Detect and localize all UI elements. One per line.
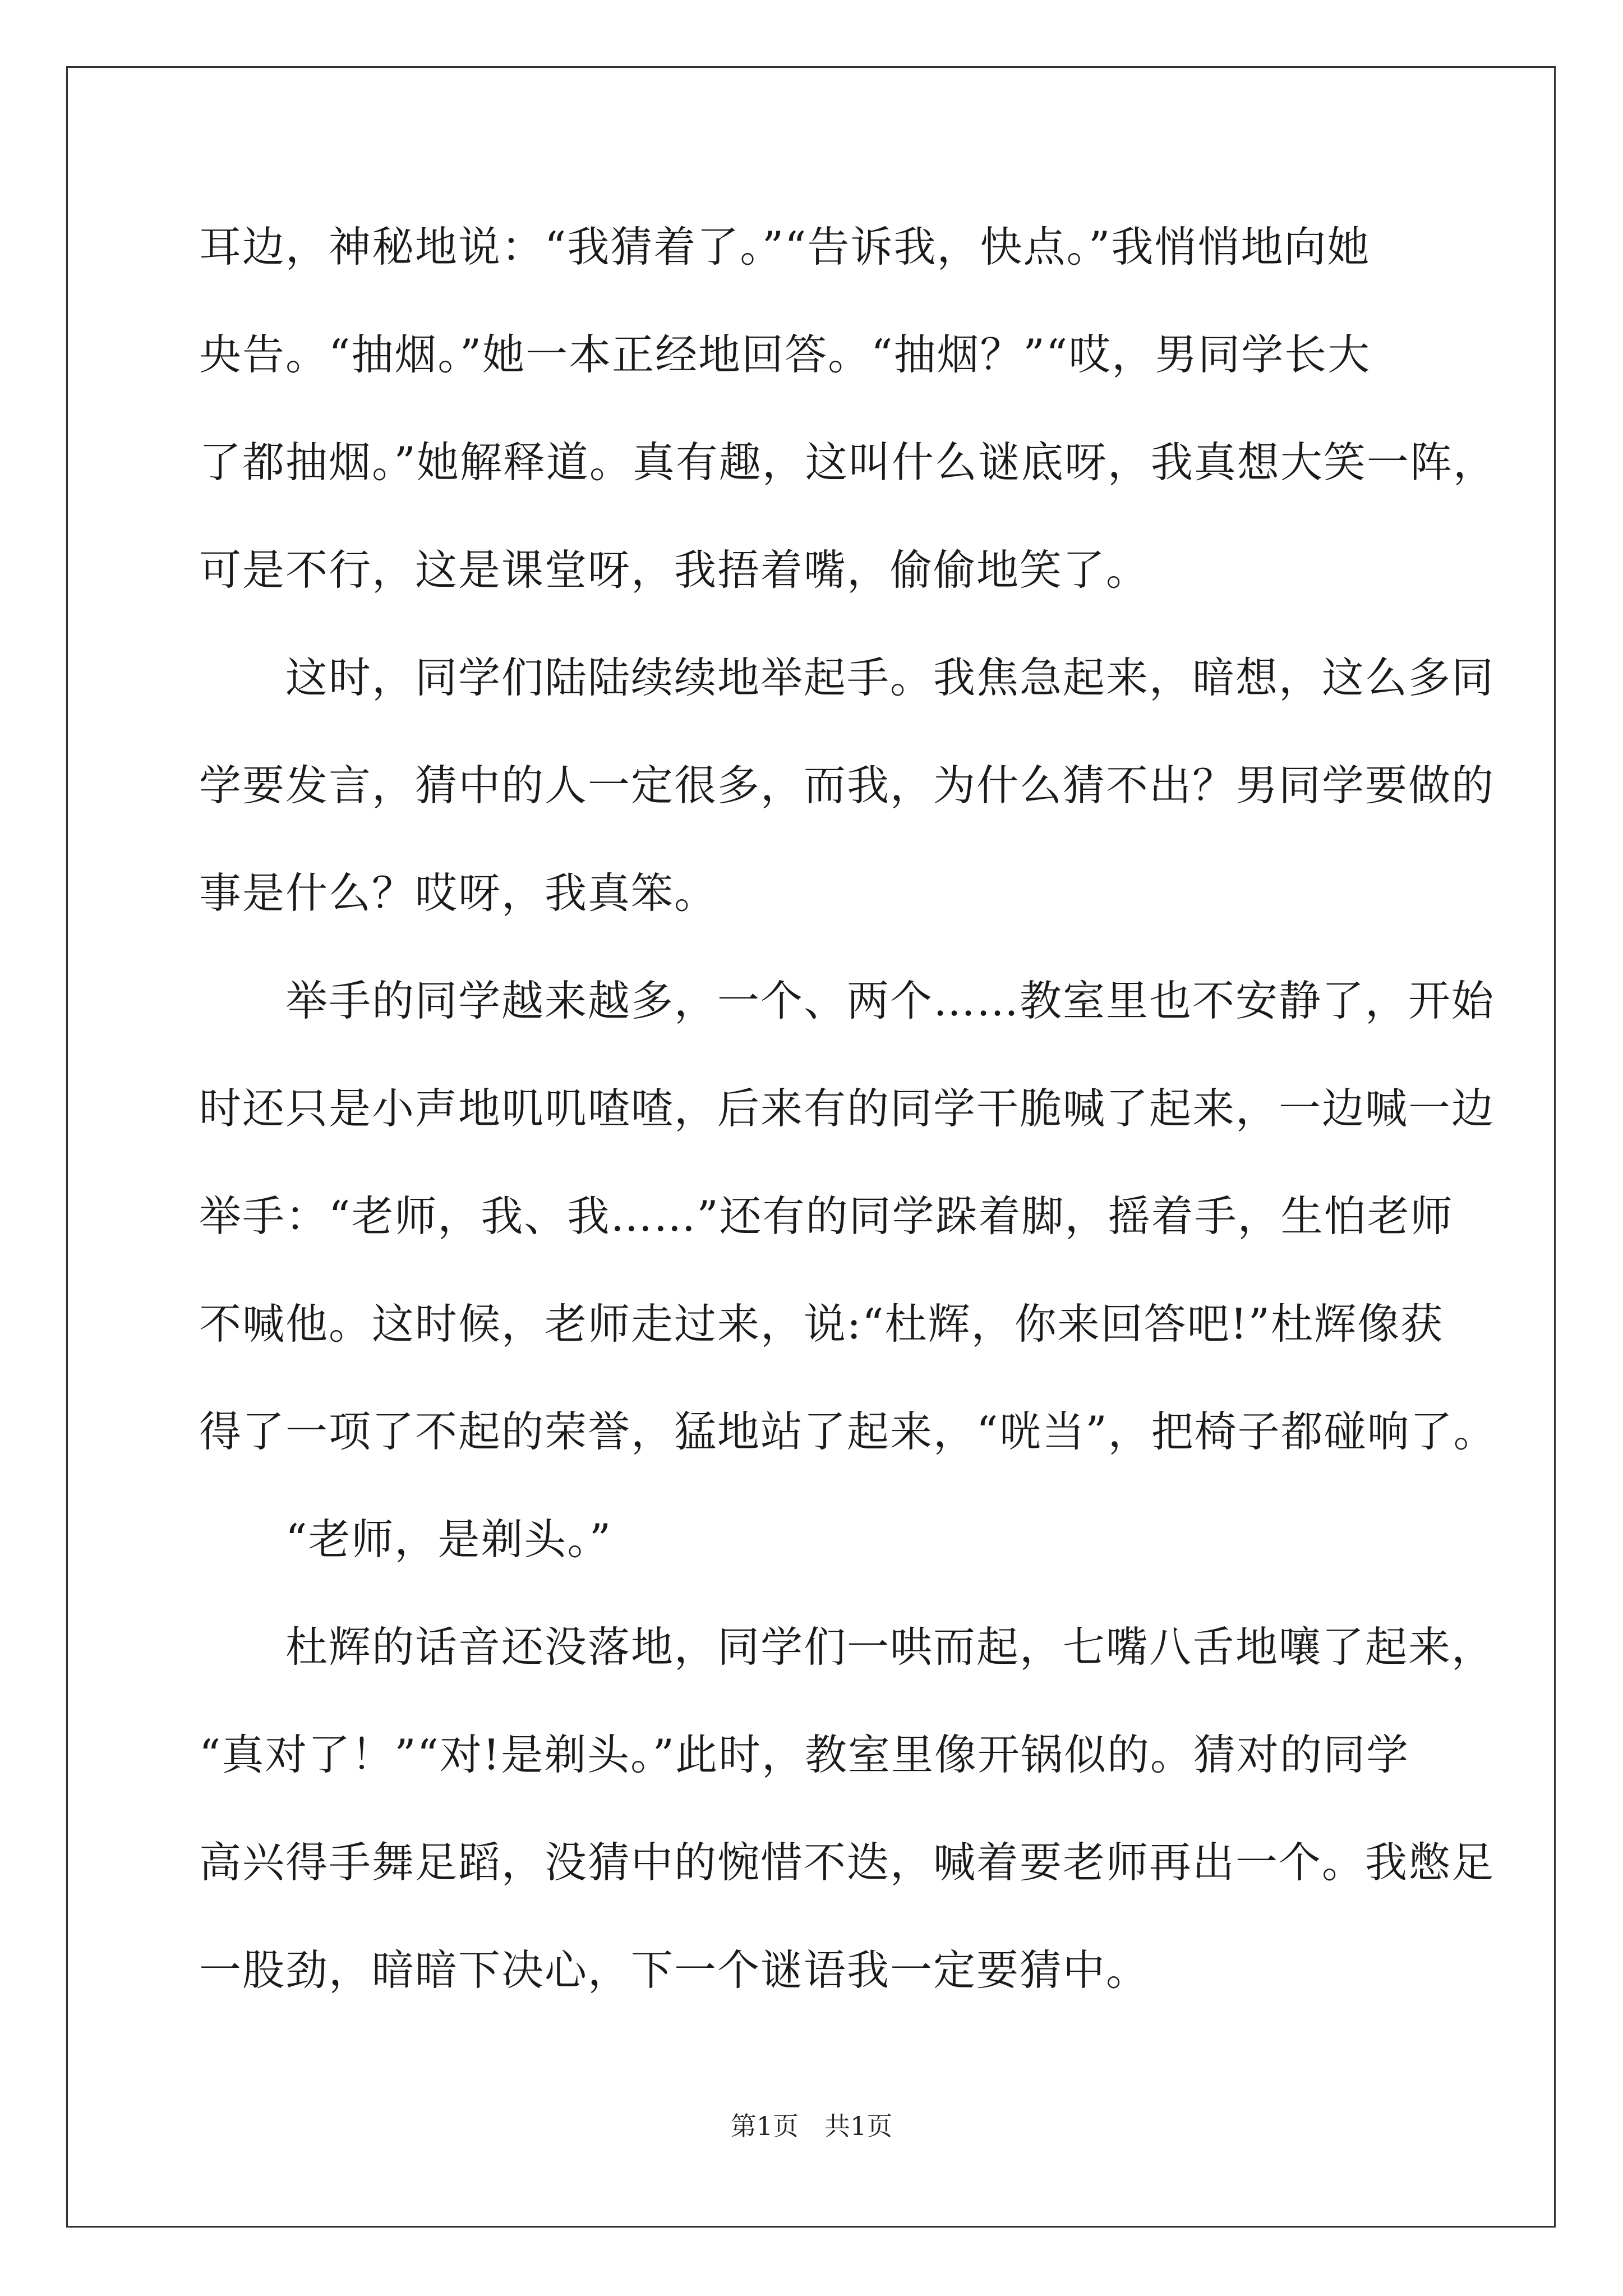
page-border — [66, 66, 1556, 2228]
page-number: 第1页 共1页 — [730, 2111, 893, 2141]
text-line: 举手的同学越来越多，一个、两个……教室里也不安静了，开始 — [199, 976, 1495, 1025]
text-line: 一股劲，暗暗下决心，下一个谜语我一定要猜中。 — [199, 1945, 1150, 1995]
text-line: “真对了！”“对!是剃头。”此时，教室里像开锅似的。猜对的同学 — [199, 1730, 1410, 1779]
text-line: 高兴得手舞足蹈，没猜中的惋惜不迭，喊着要老师再出一个。我憋足 — [199, 1838, 1495, 1887]
text-line: 事是什么？哎呀，我真笨。 — [199, 868, 718, 918]
text-line: 学要发言，猜中的人一定很多，而我，为什么猜不出？男同学要做的 — [199, 761, 1495, 810]
text-line: 这时，同学们陆陆续续地举起手。我焦急起来，暗想，这么多同 — [199, 653, 1495, 702]
text-line: 了都抽烟。”她解释道。真有趣，这叫什么谜底呀，我真想大笑一阵， — [199, 438, 1496, 487]
text-line: 可是不行，这是课堂呀，我捂着嘴，偷偷地笑了。 — [199, 545, 1150, 595]
text-line: 举手：“老师，我、我……”还有的同学跺着脚，摇着手，生怕老师 — [199, 1191, 1454, 1241]
text-line: 时还只是小声地叽叽喳喳，后来有的同学干脆喊了起来，一边喊一边 — [199, 1084, 1495, 1133]
text-line: 得了一项了不起的荣誉，猛地站了起来，“咣当”，把椅子都碰响了。 — [199, 1407, 1497, 1456]
text-line: 耳边，神秘地说：“我猜着了。”“告诉我，快点。”我悄悄地向她 — [199, 222, 1371, 272]
text-line: “老师，是剃头。” — [199, 1515, 612, 1564]
text-line: 央告。“抽烟。”她一本正经地回答。“抽烟？”“哎，男同学长大 — [199, 330, 1371, 379]
text-line: 杜辉的话音还没落地，同学们一哄而起，七嘴八舌地嚷了起来， — [199, 1622, 1495, 1672]
text-line: 不喊他。这时候，老师走过来，说:“杜辉，你来回答吧!”杜辉像获 — [199, 1299, 1444, 1349]
